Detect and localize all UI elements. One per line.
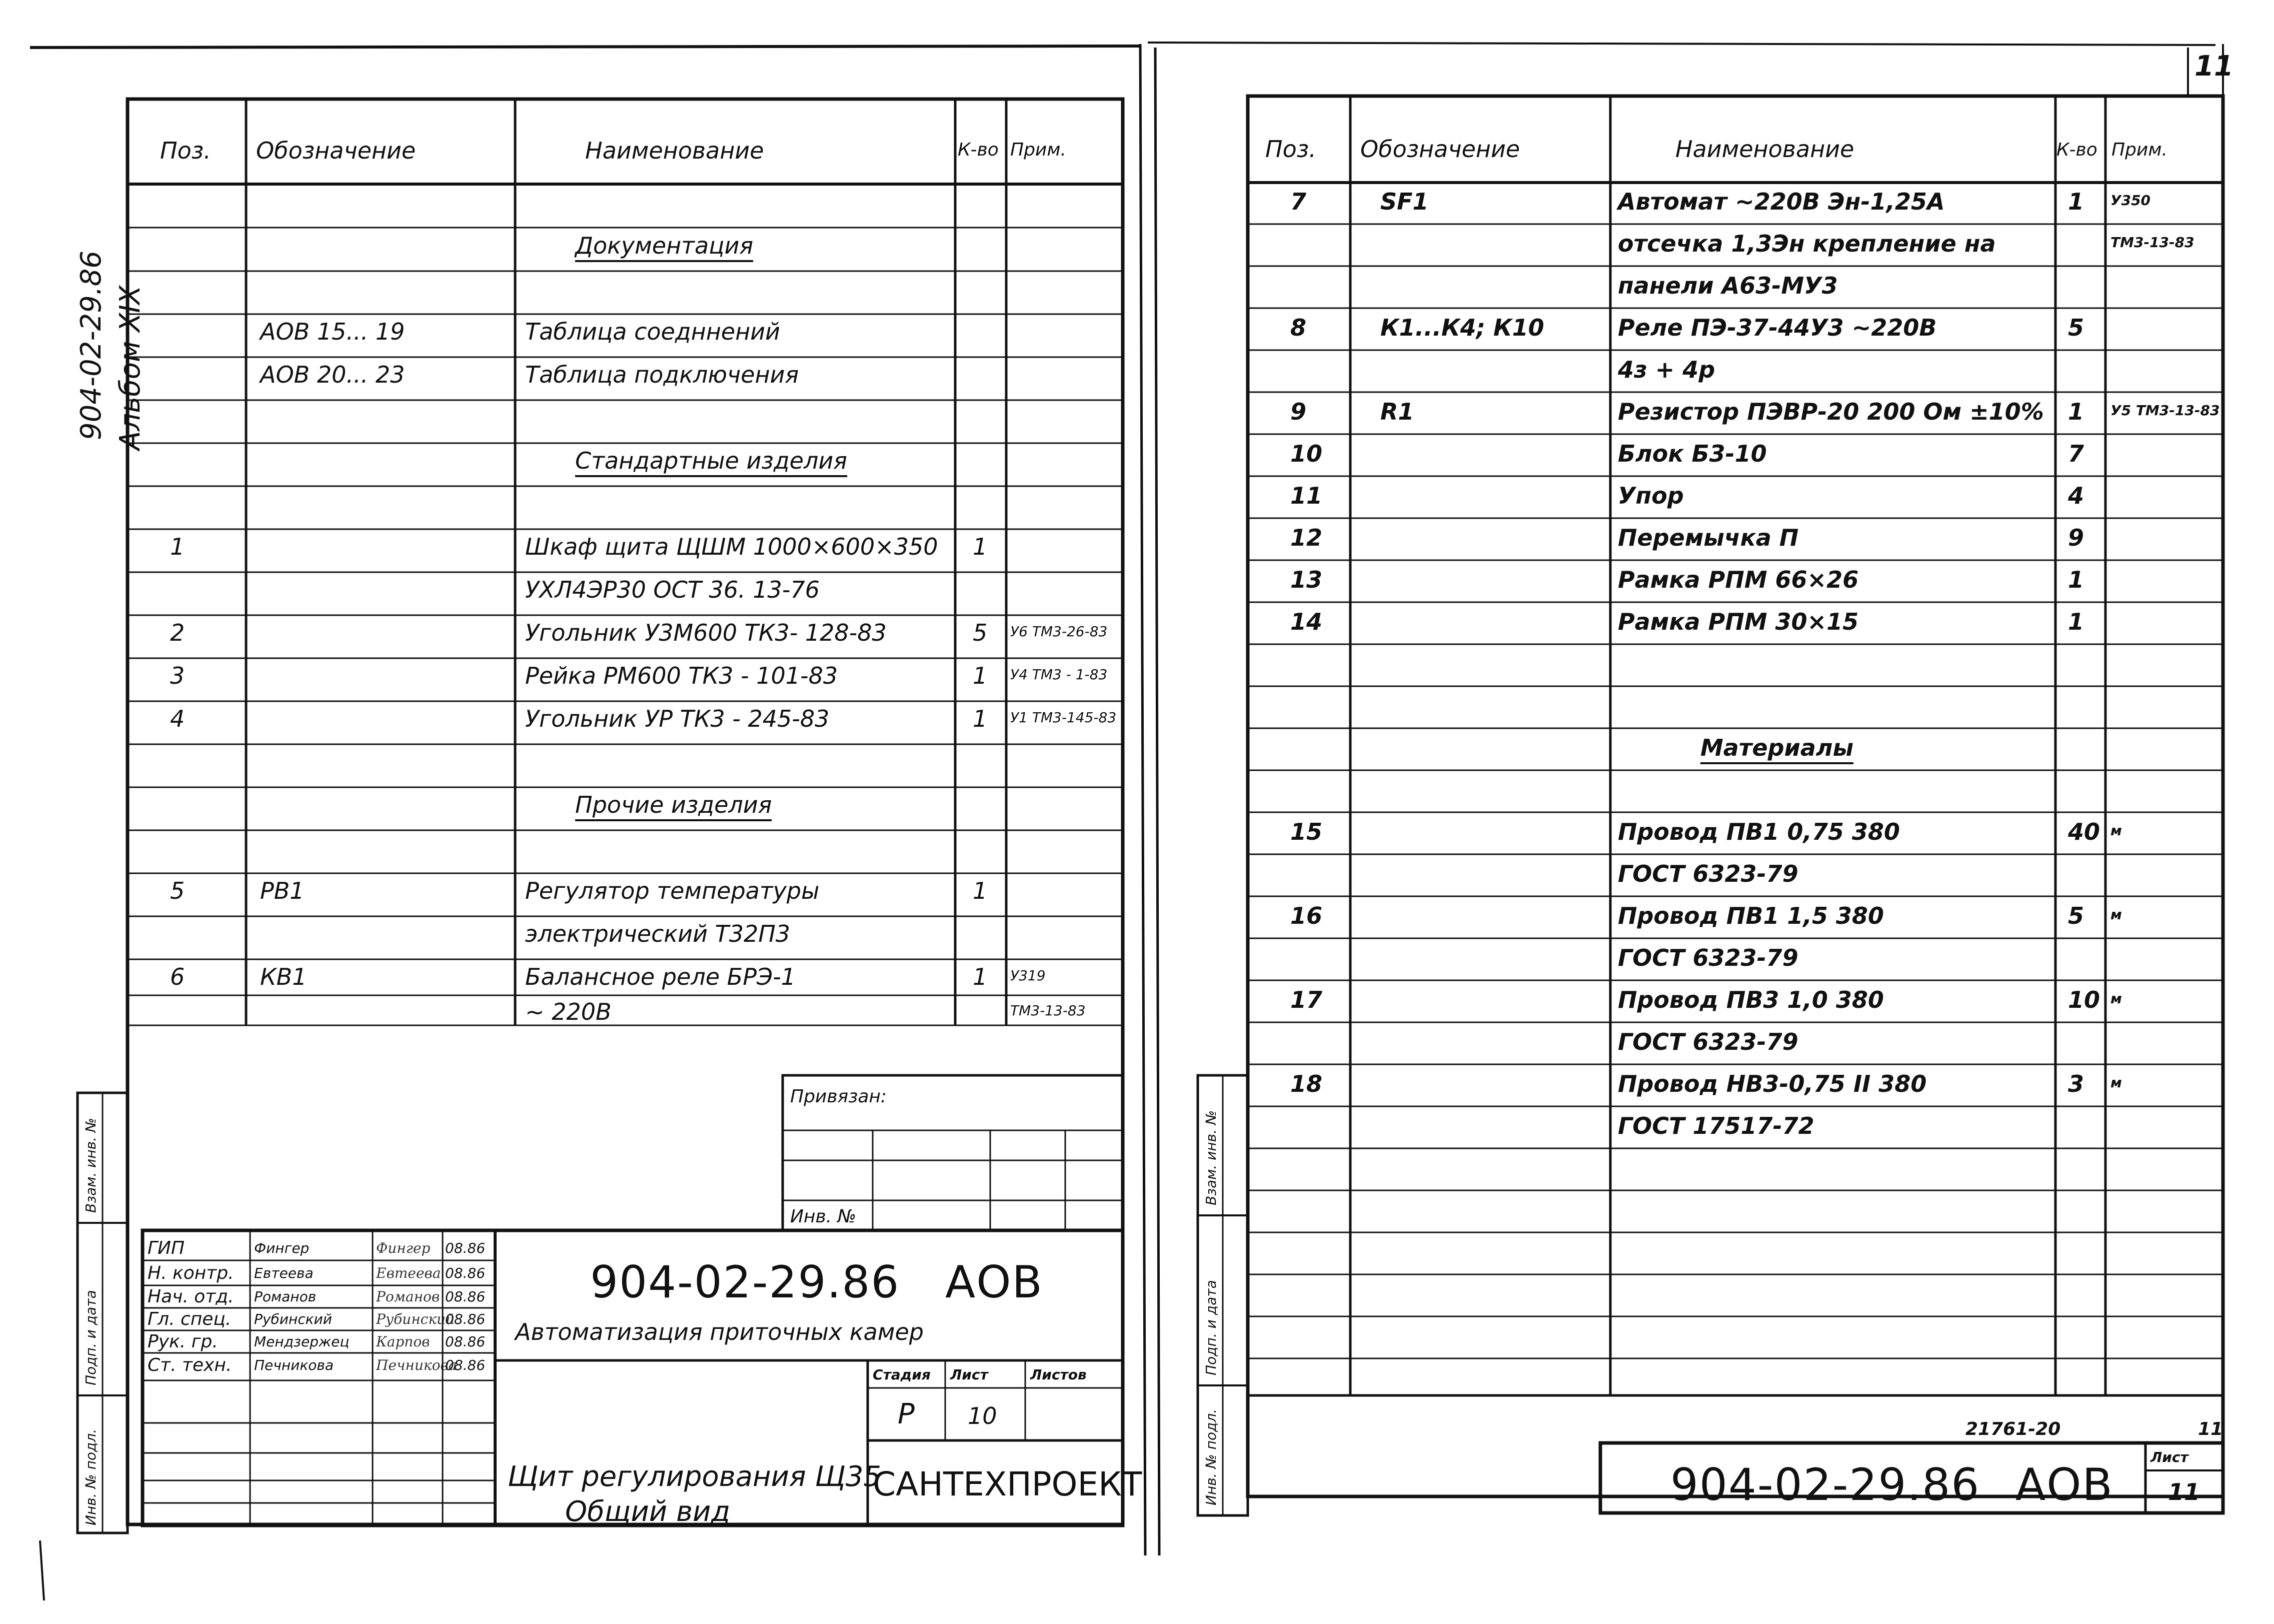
row-note: ТМ3-13-83: [2110, 234, 2194, 251]
row-qty: 5: [2068, 902, 2084, 929]
stamp-person: Фингер: [254, 1240, 310, 1256]
signature: Печникова: [376, 1357, 457, 1373]
row-pos: 16: [1290, 902, 1323, 929]
right-side-label-replace-inv: Взам. инв. №: [1203, 1110, 1219, 1205]
row-pos: 8: [1290, 314, 1307, 341]
row-note: У350: [2110, 192, 2151, 209]
row-pos: 14: [1290, 608, 1323, 635]
row-qty: 40: [2068, 818, 2100, 845]
row-qty: 1: [973, 877, 988, 904]
row-name: Угольник УР ТК3 - 245-83: [525, 705, 830, 732]
row-name: УХЛ4ЭР30 ОСТ 36. 13-76: [525, 576, 820, 603]
stamp-person: Рубинский: [254, 1311, 332, 1327]
signature: Евтеева: [376, 1265, 441, 1281]
header-pos: Поз.: [160, 137, 211, 164]
row-note: У6 ТМ3-26-83: [1010, 623, 1108, 640]
side-album: Альбом XIX: [114, 285, 147, 450]
row-designation: АОВ 20... 23: [260, 361, 405, 388]
bound-label: Привязан:: [790, 1086, 887, 1107]
row-name: панели А63-МУ3: [1618, 272, 1838, 299]
side-label-sign-date: Подп. и дата: [83, 1290, 99, 1385]
row-name: 4з + 4р: [1618, 356, 1715, 383]
right-sheet-label: Лист: [2150, 1449, 2188, 1465]
row-note: м: [2110, 1074, 2122, 1091]
row-name: Автомат ~220В Эн-1,25А: [1618, 188, 1945, 215]
header-pos-right: Поз.: [1265, 136, 1316, 163]
row-name: Балансное реле БРЭ-1: [525, 963, 796, 990]
row-pos: 10: [1290, 440, 1323, 467]
row-name: ГОСТ 6323-79: [1618, 860, 1798, 887]
drawing-name-line1: Щит регулирования Щ35: [508, 1460, 881, 1493]
stamp-date: 08.86: [445, 1265, 486, 1281]
row-note: У1 ТМ3-145-83: [1010, 709, 1117, 726]
row-pos: 12: [1290, 524, 1323, 551]
row-note: м: [2110, 990, 2122, 1007]
row-name: Рамка РПМ 30×15: [1618, 608, 1859, 635]
stamp-role: Н. контр.: [148, 1263, 234, 1283]
row-qty: 1: [973, 662, 988, 689]
signature: Карпов: [376, 1333, 430, 1350]
row-name: Упор: [1618, 482, 1684, 509]
row-note: ТМ3-13-83: [1010, 1002, 1086, 1019]
header-qty: К-во: [958, 140, 999, 160]
row-designation: К1...К4; К10: [1380, 314, 1544, 341]
row-name: электрический Т32П3: [525, 920, 791, 947]
row-pos: 7: [1290, 188, 1307, 215]
stamp-role: Гл. спец.: [148, 1309, 232, 1329]
stamp-date: 08.86: [445, 1288, 486, 1305]
signature: Романов: [376, 1288, 440, 1305]
side-label-replace-inv: Взам. инв. №: [83, 1117, 99, 1213]
row-pos: 17: [1290, 986, 1323, 1013]
header-name: Наименование: [585, 137, 764, 164]
right-doc-code: 904-02-29.86: [1670, 1459, 1980, 1510]
row-pos: 2: [170, 619, 185, 646]
row-pos: 5: [170, 877, 185, 904]
row-note: У4 ТМ3 - 1-83: [1010, 666, 1108, 683]
sheet-value: 10: [968, 1402, 997, 1429]
row-pos: 15: [1290, 818, 1323, 845]
row-designation: КВ1: [260, 963, 307, 990]
row-designation: SF1: [1380, 188, 1429, 215]
doc-mark: АОВ: [945, 1256, 1043, 1308]
row-name: ГОСТ 6323-79: [1618, 1028, 1798, 1055]
row-name: Угольник У3М600 ТК3- 128-83: [525, 619, 887, 646]
row-qty: 4: [2068, 482, 2084, 509]
row-name: ~ 220В: [525, 998, 612, 1025]
stamp-person: Романов: [254, 1288, 317, 1305]
row-name: Провод ПВ1 1,5 380: [1618, 902, 1884, 929]
stamp-role: Рук. гр.: [148, 1331, 218, 1352]
row-qty: 3: [2068, 1070, 2084, 1097]
row-pos: 13: [1290, 566, 1323, 593]
row-pos: 18: [1290, 1070, 1323, 1097]
row-name: Перемычка П: [1618, 524, 1799, 551]
row-note: м: [2110, 906, 2122, 923]
row-name: ГОСТ 6323-79: [1618, 944, 1798, 971]
side-code: 904-02-29.86: [75, 251, 108, 440]
signature: Фингер: [376, 1240, 431, 1256]
archive-ref: 21761-20: [1965, 1419, 2061, 1439]
row-name: отсечка 1,3Эн крепление на: [1618, 230, 1996, 257]
drawing-name-line2: Общий вид: [565, 1495, 731, 1528]
row-name: Таблица соедннений: [525, 318, 780, 345]
stamp-date: 08.86: [445, 1311, 486, 1327]
row-qty: 5: [973, 619, 988, 646]
row-pos: 3: [170, 662, 185, 689]
sheet-label: Лист: [950, 1366, 988, 1383]
side-label-inv-orig: Инв. № подл.: [83, 1428, 99, 1525]
stamp-date: 08.86: [445, 1357, 486, 1373]
header-designation: Обозначение: [256, 137, 416, 164]
section-heading: Стандартные изделия: [575, 449, 847, 477]
right-side-label-sign-date: Подп. и дата: [1203, 1280, 1219, 1375]
row-name: Шкаф щита ЩШМ 1000×600×350: [525, 533, 938, 560]
row-designation: РВ1: [260, 877, 305, 904]
row-qty: 1: [2068, 398, 2084, 425]
stage-value: Р: [898, 1398, 915, 1430]
row-name: Резистор ПЭВР-20 200 Ом ±10%: [1618, 398, 2044, 425]
row-qty: 1: [973, 705, 988, 732]
doc-code: 904-02-29.86: [590, 1256, 900, 1308]
right-side-label-inv-orig: Инв. № подл.: [1203, 1408, 1219, 1505]
row-qty: 1: [973, 533, 988, 560]
stamp-person: Евтеева: [254, 1265, 314, 1281]
row-qty: 5: [2068, 314, 2084, 341]
header-note: Прим.: [1010, 140, 1066, 160]
row-designation: АОВ 15... 19: [260, 318, 405, 345]
inv-no-label: Инв. №: [790, 1206, 857, 1227]
row-pos: 6: [170, 963, 185, 990]
row-name: Блок Б3-10: [1618, 440, 1767, 467]
header-name-right: Наименование: [1675, 136, 1854, 163]
row-qty: 1: [2068, 188, 2084, 215]
row-note: У5 ТМ3-13-83: [2110, 402, 2220, 419]
stamp-date: 08.86: [445, 1333, 486, 1350]
stamp-person: Мендзержец: [254, 1333, 350, 1350]
page-number: 11: [2194, 50, 2233, 83]
section-heading: Материалы: [1700, 736, 1853, 764]
org-name: САНТЕХПРОЕКТ: [873, 1465, 1142, 1503]
drawing-set-title: Автоматизация приточных камер: [515, 1318, 924, 1345]
row-name: Реле ПЭ-37-44У3 ~220В: [1618, 314, 1937, 341]
row-qty: 1: [2068, 608, 2084, 635]
stamp-role: Нач. отд.: [148, 1286, 234, 1307]
row-pos: 4: [170, 705, 185, 732]
header-qty-right: К-во: [2056, 140, 2097, 160]
row-pos: 9: [1290, 398, 1307, 425]
row-qty: 9: [2068, 524, 2084, 551]
stage-label: Стадия: [873, 1366, 931, 1383]
row-name: Провод ПВ3 1,0 380: [1618, 986, 1884, 1013]
stamp-role: ГИП: [148, 1238, 185, 1258]
row-name: Провод ПВ1 0,75 380: [1618, 818, 1900, 845]
row-qty: 1: [2068, 566, 2084, 593]
row-name: Рамка РПМ 66×26: [1618, 566, 1859, 593]
row-pos: 11: [1290, 482, 1323, 509]
signature: Рубинский: [376, 1311, 455, 1327]
row-name: Провод НВ3-0,75 II 380: [1618, 1070, 1927, 1097]
right-doc-mark: АОВ: [2015, 1459, 2113, 1510]
right-sheet-value: 11: [2168, 1478, 2200, 1505]
section-heading: Прочие изделия: [575, 793, 772, 821]
header-note-right: Прим.: [2111, 140, 2167, 160]
row-name: Таблица подключения: [525, 361, 799, 388]
row-qty: 1: [973, 963, 988, 990]
header-designation-right: Обозначение: [1360, 136, 1520, 163]
row-name: Регулятор температуры: [525, 877, 820, 904]
row-note: м: [2110, 822, 2122, 839]
row-qty: 10: [2068, 986, 2100, 1013]
archive-ref-sheet: 11: [2198, 1419, 2223, 1439]
sheets-label: Листов: [1030, 1366, 1087, 1383]
stamp-date: 08.86: [445, 1240, 486, 1256]
row-note: У319: [1010, 967, 1046, 984]
row-qty: 7: [2068, 440, 2084, 467]
row-pos: 1: [170, 533, 185, 560]
section-heading: Документация: [575, 234, 753, 262]
stamp-person: Печникова: [254, 1357, 334, 1373]
stamp-role: Ст. техн.: [148, 1355, 232, 1375]
row-name: Рейка РМ600 ТК3 - 101-83: [525, 662, 838, 689]
row-name: ГОСТ 17517-72: [1618, 1112, 1814, 1139]
row-designation: R1: [1380, 398, 1414, 425]
